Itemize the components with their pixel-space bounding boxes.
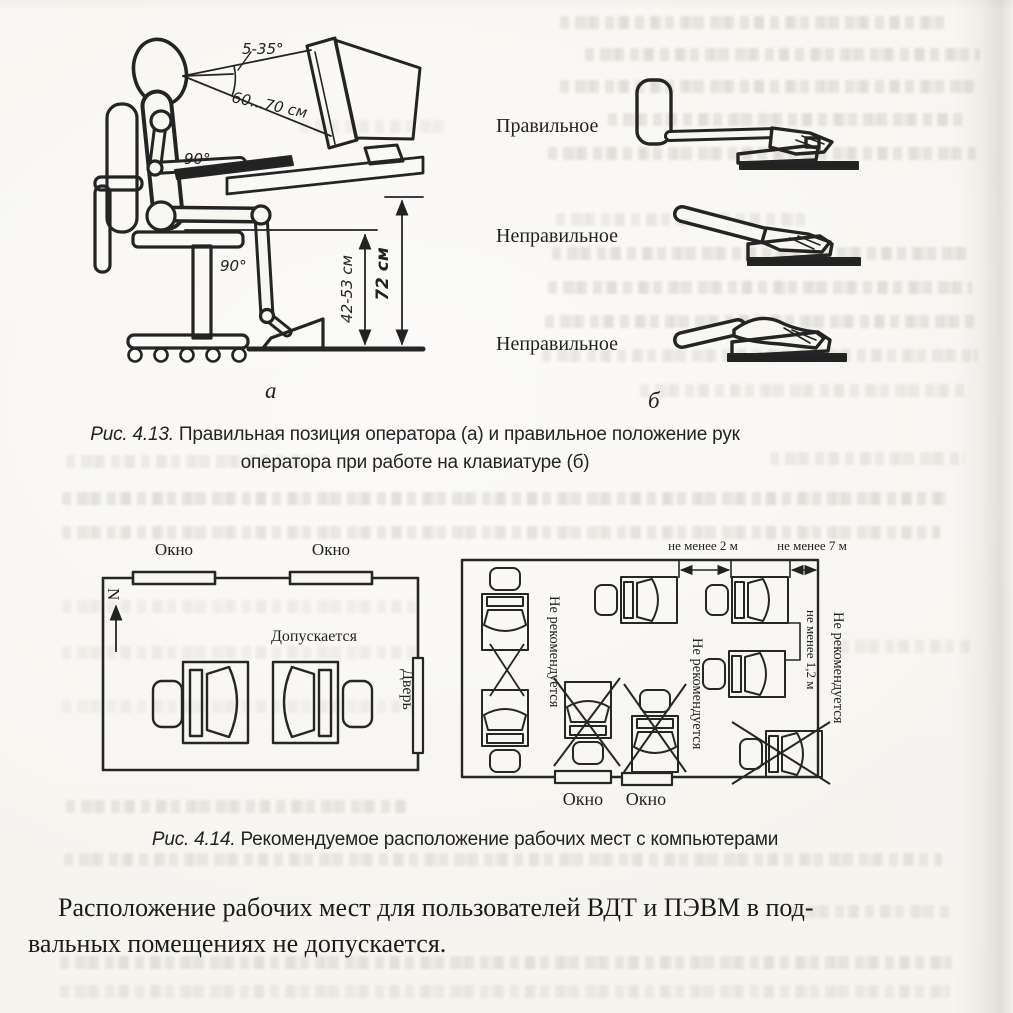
distance-1-2m-label: не менее 1,2 м — [804, 610, 819, 690]
window-label: Окно — [311, 540, 351, 559]
paragraph-line-1: Расположение рабочих мест для пользователей ВДТ и ПЭВМ в под- — [58, 893, 814, 922]
monitor — [307, 38, 420, 164]
bleed-through-line — [62, 492, 947, 505]
workstation — [703, 651, 785, 697]
desk-height-label: 72 см — [373, 247, 393, 301]
figure-number: Рис. 4.14. — [151, 829, 236, 850]
bleed-through-line — [66, 800, 406, 813]
hand-incorrect-2-label: Неправильное — [496, 333, 618, 355]
hand-incorrect-1 — [682, 214, 860, 265]
figure-hand-positions — [480, 30, 880, 413]
workstation — [595, 577, 677, 623]
window — [622, 773, 672, 785]
workstation-crossed — [632, 690, 678, 772]
person-figure — [127, 34, 287, 332]
workstation — [706, 577, 788, 623]
caption-line-1: Рис. 4.13. Правильная позиция оператора (а) и правильное положение рук — [90, 424, 740, 445]
bleed-through-line — [560, 16, 950, 29]
body-paragraph — [28, 890, 928, 962]
window-label: Окно — [625, 789, 667, 809]
window — [555, 771, 611, 783]
hand-incorrect-1-label: Неправильное — [496, 225, 618, 247]
caption-fig-4-14 — [40, 826, 890, 854]
workstation — [482, 568, 528, 650]
workstation — [153, 662, 248, 743]
caption-fig-4-13 — [30, 421, 800, 476]
allowed-label: Допускается — [271, 628, 357, 645]
page-edge-shadow — [955, 0, 1013, 1013]
window — [133, 572, 215, 584]
caption-line: Рис. 4.14. Рекомендуемое расположение рабочих мест с компьютерами — [151, 829, 779, 850]
knee-angle-label: 90° — [220, 257, 247, 275]
crossed-sightlines — [490, 644, 524, 696]
cross-out — [624, 684, 686, 772]
room-diagram-allowed — [95, 540, 430, 775]
viewing-distance-label: 60...70 см — [230, 88, 310, 122]
paragraph-line-2: вальных помещениях не допускается. — [28, 928, 447, 958]
caption-line-2: оператора при работе на клавиатуре (б) — [240, 451, 590, 473]
door-label: Дверь — [399, 669, 416, 710]
hand-correct-label: Правильное — [496, 115, 599, 137]
workstation — [273, 662, 372, 743]
not-recommended-label: Не рекомендуется — [546, 596, 562, 708]
window-label: Окно — [562, 789, 604, 809]
seat-height-label: 42-53 см — [338, 255, 356, 323]
window — [290, 572, 372, 584]
figure-operator-posture — [35, 8, 485, 408]
figure-number: Рис. 4.13. — [90, 424, 174, 445]
workstation — [482, 690, 528, 772]
window-label: Окно — [154, 540, 194, 559]
distance-7m-label: не менее 7 м — [777, 538, 847, 553]
room-walls — [103, 578, 418, 770]
hand-correct — [637, 80, 858, 169]
distance-2m-label: не менее 2 м — [668, 538, 738, 553]
not-recommended-label: Не рекомендуется — [830, 612, 846, 724]
bleed-through-line — [60, 985, 950, 998]
viewing-angle-label: 5-35° — [242, 40, 284, 58]
bleed-through-line — [64, 853, 942, 866]
figure-a-sublabel: а — [265, 378, 277, 403]
elbow-angle-label: 90° — [184, 150, 211, 168]
hand-incorrect-2 — [682, 318, 846, 361]
room-diagram-spacing — [450, 532, 930, 822]
not-recommended-label: Не рекомендуется — [689, 638, 705, 750]
north-mark: N — [104, 588, 123, 601]
figure-b-sublabel: б — [648, 388, 660, 413]
